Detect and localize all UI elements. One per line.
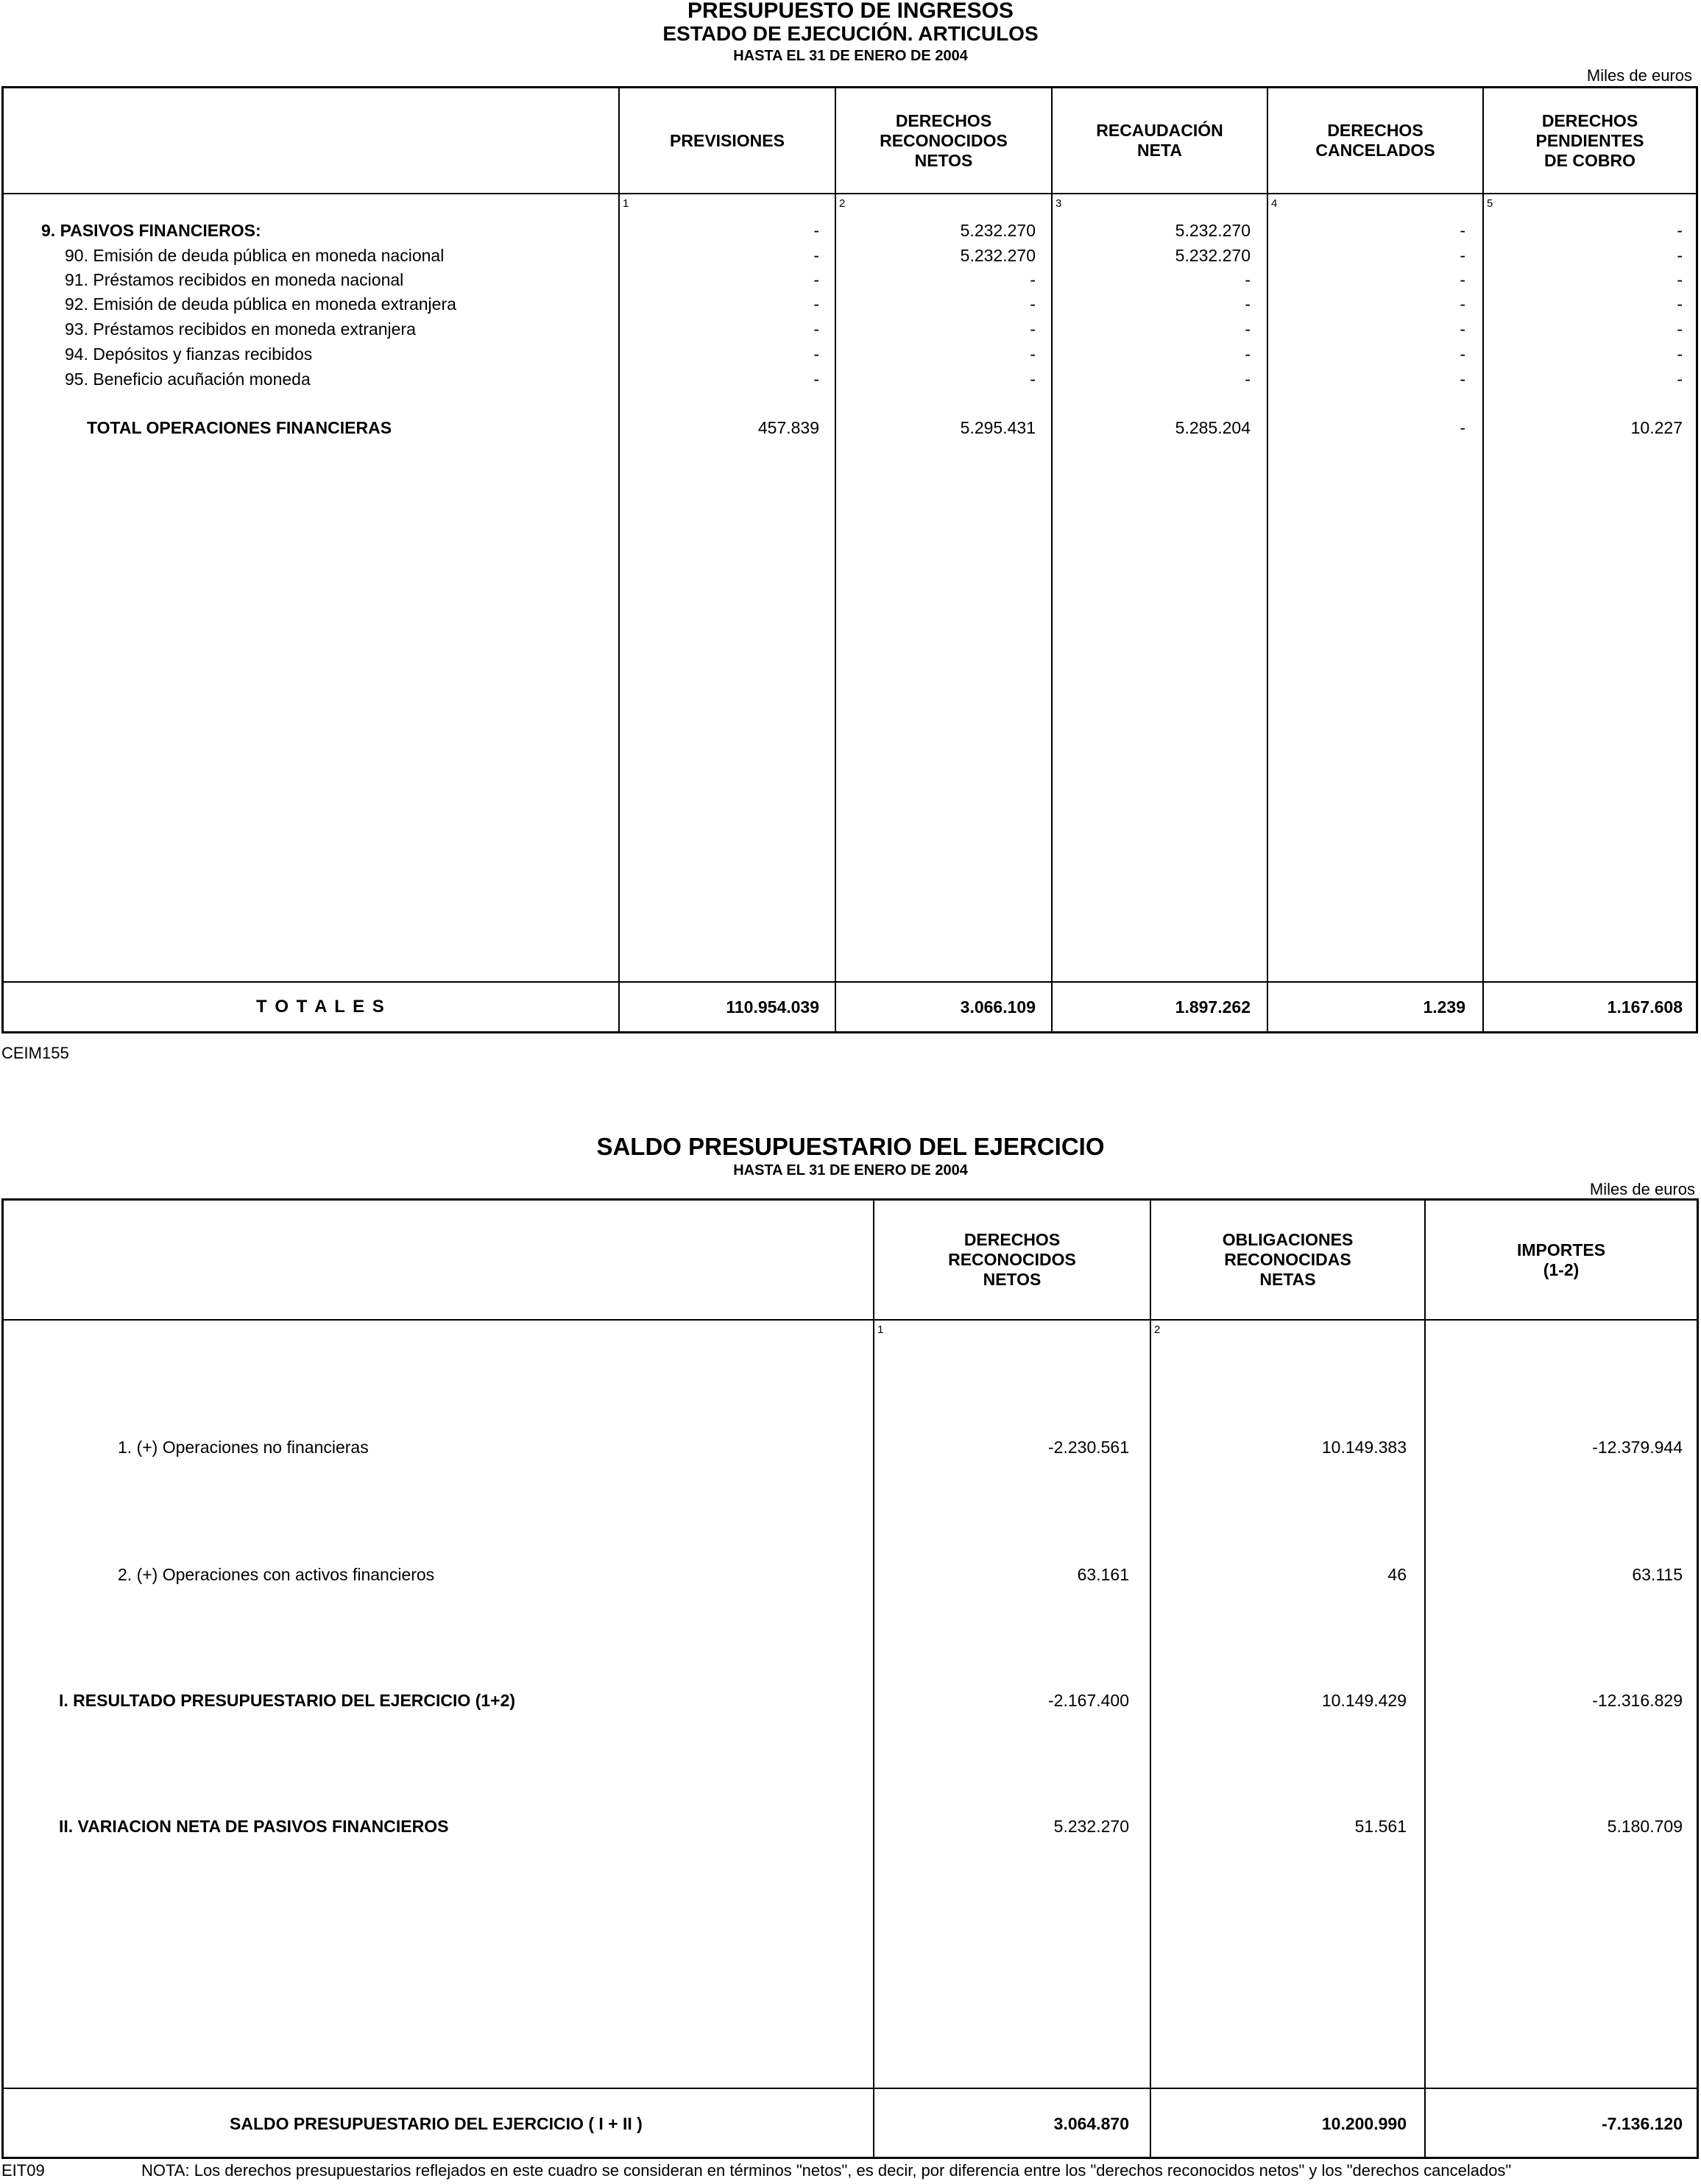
row-label: II. VARIACION NETA DE PASIVOS FINANCIEROS <box>59 1817 449 1836</box>
cell-previsiones: - <box>813 294 819 314</box>
totals-label: SALDO PRESUPUESTARIO DEL EJERCICIO ( I + II ) <box>230 2114 643 2133</box>
doc1-col-number: 1 <box>623 197 629 210</box>
cell-cancelados: - <box>1460 319 1465 339</box>
total-recaudacion: 1.897.262 <box>1175 997 1251 1017</box>
cell-pendientes: - <box>1677 344 1683 364</box>
total-previsiones: 110.954.039 <box>726 997 819 1017</box>
cell-obligaciones: 51.561 <box>1354 1817 1407 1836</box>
cell-pendientes: - <box>1677 246 1683 265</box>
cell-pendientes: - <box>1677 319 1683 339</box>
doc1-col-number: 5 <box>1487 197 1493 210</box>
cell-recaudacion: - <box>1245 270 1251 289</box>
row-label: I. RESULTADO PRESUPUESTARIO DEL EJERCICIO (1+2) <box>59 1691 516 1710</box>
total-derechos: 3.064.870 <box>1053 2114 1129 2133</box>
cell-importes: -12.379.944 <box>1592 1438 1683 1457</box>
cell-importes: 5.180.709 <box>1607 1817 1683 1836</box>
row-label: 91. Préstamos recibidos en moneda nacional <box>65 270 404 289</box>
doc1-header-cancelados: DERECHOS CANCELADOS <box>1315 121 1435 160</box>
cell-recaudacion: - <box>1245 319 1251 339</box>
cell-importes: -12.316.829 <box>1592 1691 1683 1710</box>
cell-cancelados: - <box>1460 246 1465 265</box>
cell-derechos: - <box>1030 344 1036 364</box>
cell-derechos: 5.295.431 <box>960 418 1036 437</box>
doc2-code: EIT09 <box>1 2161 45 2180</box>
cell-cancelados: - <box>1460 221 1465 240</box>
totals-label: T O T A L E S <box>256 997 386 1017</box>
cell-pendientes: 10.227 <box>1630 418 1683 437</box>
row-label: 94. Depósitos y fianzas recibidos <box>65 344 313 364</box>
doc2-header-obligaciones: OBLIGACIONES RECONOCIDAS NETAS <box>1222 1230 1354 1289</box>
cell-previsiones: - <box>813 344 819 364</box>
doc2-col-number: 2 <box>1154 1324 1161 1336</box>
cell-obligaciones: 46 <box>1387 1565 1407 1584</box>
cell-importes: 63.115 <box>1632 1565 1683 1584</box>
doc1-title: PRESUPUESTO DE INGRESOS <box>687 0 1014 23</box>
cell-recaudacion: 5.232.270 <box>1175 221 1251 240</box>
doc2-unit: Miles de euros <box>1589 1180 1695 1198</box>
cell-cancelados: - <box>1460 344 1465 364</box>
cell-cancelados: - <box>1460 270 1465 289</box>
doc1-header-pendientes: DERECHOS PENDIENTES DE COBRO <box>1535 110 1644 170</box>
doc2-header-importes: IMPORTES (1-2) <box>1516 1240 1606 1279</box>
cell-cancelados: - <box>1460 370 1465 389</box>
cell-derechos: 5.232.270 <box>1053 1817 1129 1836</box>
cell-recaudacion: - <box>1245 344 1251 364</box>
cell-previsiones: - <box>813 221 819 240</box>
doc1-unit: Miles de euros <box>1586 66 1692 85</box>
cell-pendientes: - <box>1677 221 1683 240</box>
cell-obligaciones: 10.149.383 <box>1321 1438 1407 1457</box>
cell-obligaciones: 10.149.429 <box>1321 1691 1407 1710</box>
cell-pendientes: - <box>1677 370 1683 389</box>
row-label: TOTAL OPERACIONES FINANCIERAS <box>87 418 392 437</box>
total-pendientes: 1.167.608 <box>1607 997 1683 1017</box>
cell-recaudacion: 5.285.204 <box>1175 418 1251 437</box>
cell-previsiones: 457.839 <box>757 418 819 437</box>
cell-pendientes: - <box>1677 270 1683 289</box>
cell-previsiones: - <box>813 319 819 339</box>
cell-cancelados: - <box>1460 294 1465 314</box>
row-label: 2. (+) Operaciones con activos financieros <box>118 1565 435 1584</box>
cell-recaudacion: - <box>1245 294 1251 314</box>
doc1-col-number: 3 <box>1055 197 1062 210</box>
cell-recaudacion: 5.232.270 <box>1175 246 1251 265</box>
cell-derechos: -2.230.561 <box>1048 1438 1129 1457</box>
total-cancelados: 1.239 <box>1423 997 1465 1017</box>
cell-cancelados: - <box>1460 418 1465 437</box>
cell-derechos: - <box>1030 270 1036 289</box>
doc2-note: NOTA: Los derechos presupuestarios reflejados en este cuadro se consideran en términos "netos", es decir, por diferencia entre los "derechos reconocidos netos" y los "derechos cancelados" <box>141 2161 1512 2180</box>
cell-previsiones: - <box>813 246 819 265</box>
cell-derechos: - <box>1030 370 1036 389</box>
cell-derechos: 5.232.270 <box>960 246 1036 265</box>
cell-derechos: - <box>1030 319 1036 339</box>
row-label: 95. Beneficio acuñación moneda <box>65 370 311 389</box>
cell-previsiones: - <box>813 370 819 389</box>
cell-pendientes: - <box>1677 294 1683 314</box>
doc1-col-number: 2 <box>839 197 846 210</box>
cell-derechos: -2.167.400 <box>1048 1691 1129 1710</box>
doc1-header-derechos-reconocidos: DERECHOS RECONOCIDOS NETOS <box>880 110 1008 170</box>
row-label: 9. PASIVOS FINANCIEROS: <box>41 221 261 240</box>
doc1-header-previsiones: PREVISIONES <box>670 130 785 150</box>
total-importes: -7.136.120 <box>1602 2114 1683 2133</box>
doc2-title: SALDO PRESUPUESTARIO DEL EJERCICIO <box>596 1133 1105 1160</box>
row-label: 93. Préstamos recibidos en moneda extranjera <box>65 319 416 339</box>
doc1-header-recaudacion: RECAUDACIÓN NETA <box>1096 121 1223 160</box>
doc1-subtitle-main: ESTADO DE EJECUCIÓN. ARTICULOS <box>662 22 1039 45</box>
cell-derechos: 5.232.270 <box>960 221 1036 240</box>
doc1-code: CEIM155 <box>1 1044 69 1062</box>
doc1-col-number: 4 <box>1271 197 1278 210</box>
total-derechos: 3.066.109 <box>960 997 1036 1017</box>
doc2-col-number: 1 <box>877 1324 884 1336</box>
total-obligaciones: 10.200.990 <box>1321 2114 1407 2133</box>
row-label: 90. Emisión de deuda pública en moneda nacional <box>65 246 445 265</box>
cell-derechos: - <box>1030 294 1036 314</box>
cell-recaudacion: - <box>1245 370 1251 389</box>
cell-derechos: 63.161 <box>1077 1565 1129 1584</box>
row-label: 92. Emisión de deuda pública en moneda extranjera <box>65 294 456 314</box>
doc2-header-derechos: DERECHOS RECONOCIDOS NETOS <box>948 1230 1076 1289</box>
doc1-date: HASTA EL 31 DE ENERO DE 2004 <box>733 48 968 64</box>
doc2-date: HASTA EL 31 DE ENERO DE 2004 <box>733 1162 968 1178</box>
row-label: 1. (+) Operaciones no financieras <box>118 1438 369 1457</box>
cell-previsiones: - <box>813 270 819 289</box>
